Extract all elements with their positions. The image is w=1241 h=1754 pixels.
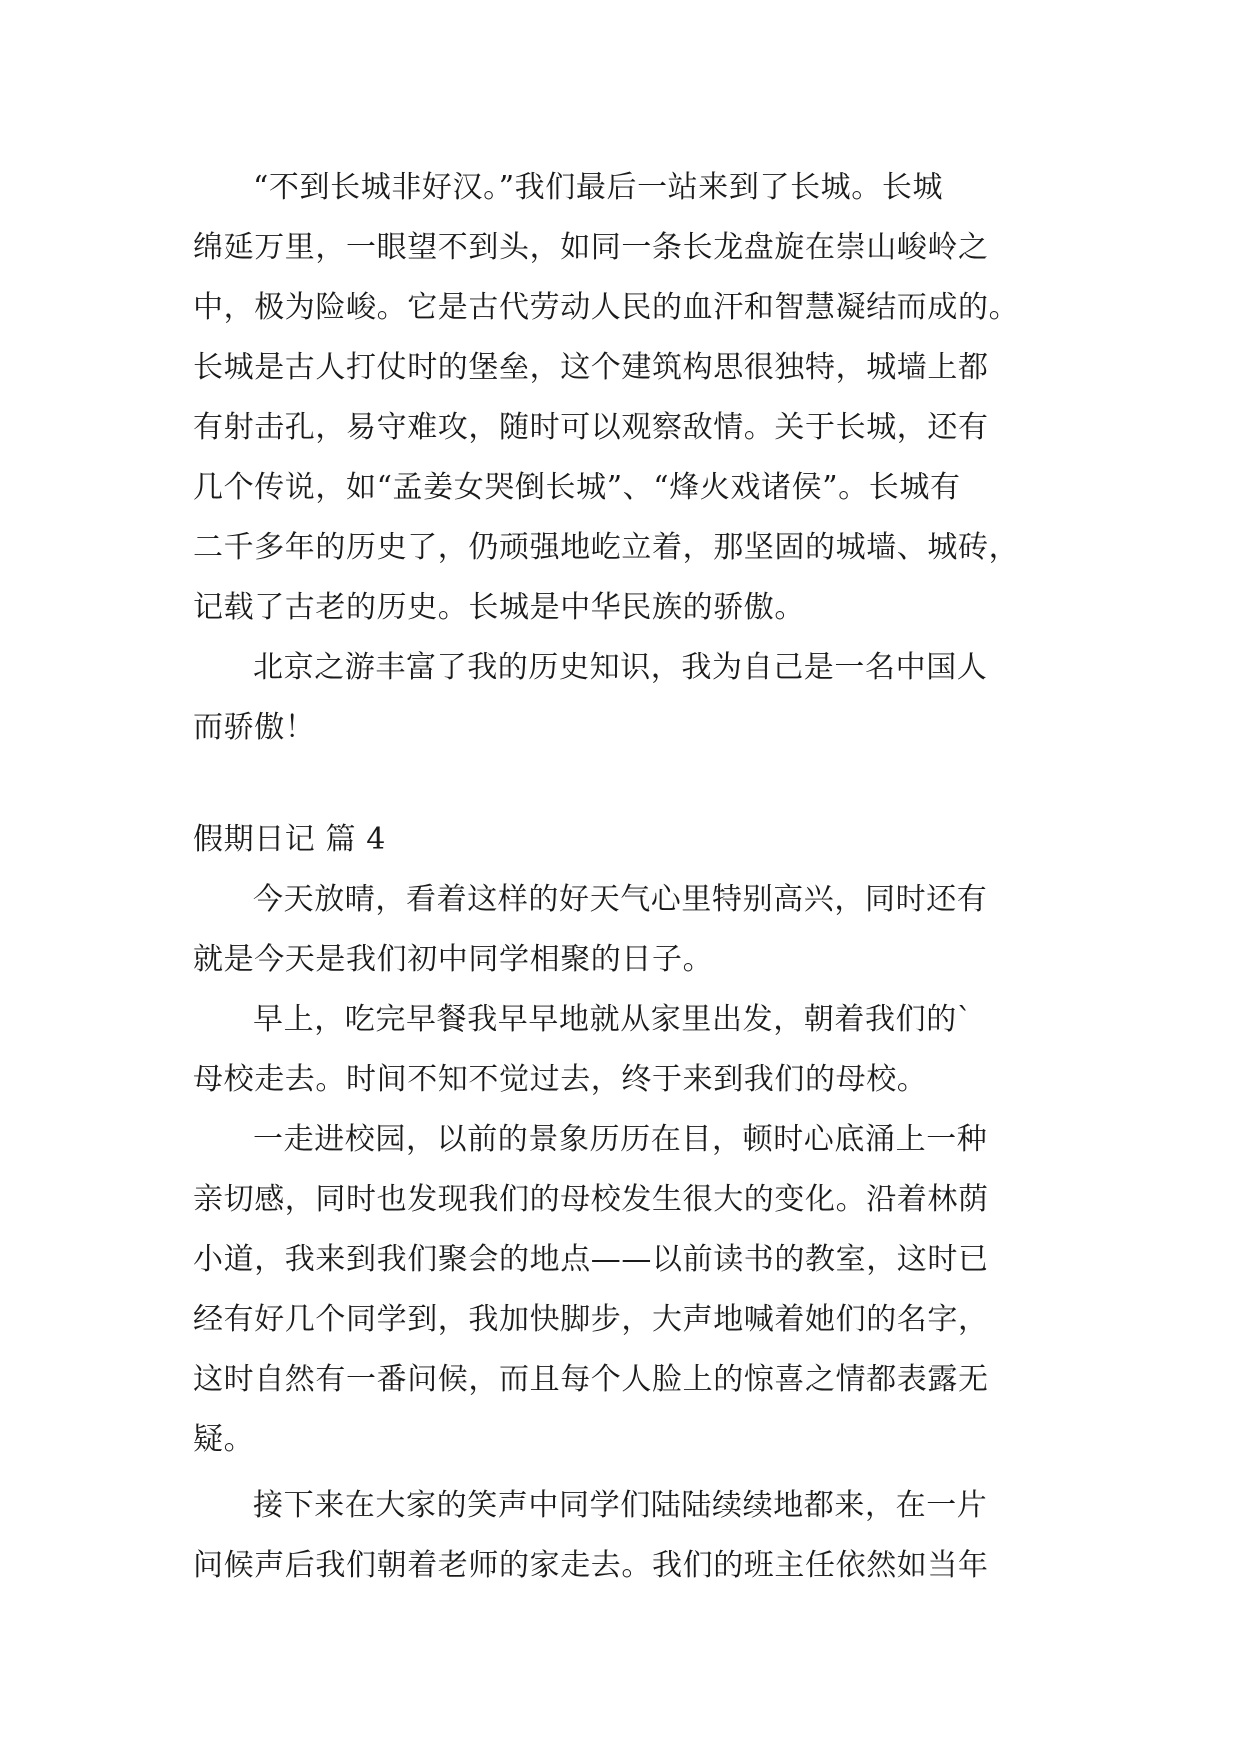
section-heading: 假期日记 篇 4 bbox=[193, 822, 386, 857]
paragraph-line: 中，极为险峻。它是古代劳动人民的血汗和智慧凝结而成的。 bbox=[193, 290, 1020, 325]
paragraph-line: 这时自然有一番问候，而且每个人脸上的惊喜之情都表露无 bbox=[193, 1362, 989, 1397]
paragraph-line: 而骄傲！ bbox=[193, 710, 316, 745]
paragraph-line: 有射击孔，易守难攻，随时可以观察敌情。关于长城，还有 bbox=[193, 410, 989, 445]
paragraph-line: 经有好几个同学到，我加快脚步，大声地喊着她们的名字， bbox=[193, 1302, 989, 1337]
paragraph-line: 记载了古老的历史。长城是中华民族的骄傲。 bbox=[193, 590, 805, 625]
paragraph-line: 就是今天是我们初中同学相聚的日子。 bbox=[193, 942, 714, 977]
paragraph-line: 几个传说，如“孟姜女哭倒长城”、“烽火戏诸侯”。长城有 bbox=[193, 470, 961, 505]
paragraph-line: 亲切感，同时也发现我们的母校发生很大的变化。沿着林荫 bbox=[193, 1182, 989, 1217]
paragraph-line: 绵延万里，一眼望不到头，如同一条长龙盘旋在崇山峻岭之 bbox=[193, 230, 989, 265]
paragraph-line: 今天放晴，看着这样的好天气心里特别高兴，同时还有 bbox=[253, 882, 988, 917]
paragraph-line: 二千多年的历史了，仍顽强地屹立着，那坚固的城墙、城砖， bbox=[193, 530, 1020, 565]
paragraph-line: “不到长城非好汉。”我们最后一站来到了长城。长城 bbox=[253, 170, 944, 205]
paragraph-line: 北京之游丰富了我的历史知识，我为自己是一名中国人 bbox=[253, 650, 988, 685]
paragraph-line: 小道，我来到我们聚会的地点——以前读书的教室，这时已 bbox=[193, 1242, 989, 1277]
paragraph-line: 长城是古人打仗时的堡垒，这个建筑构思很独特，城墙上都 bbox=[193, 350, 989, 385]
paragraph-line: 早上，吃完早餐我早早地就从家里出发，朝着我们的` bbox=[253, 1002, 973, 1037]
paragraph-line: 疑。 bbox=[193, 1422, 255, 1457]
paragraph-line: 问候声后我们朝着老师的家走去。我们的班主任依然如当年 bbox=[193, 1548, 989, 1583]
paragraph-line: 母校走去。时间不知不觉过去，终于来到我们的母校。 bbox=[193, 1062, 928, 1097]
paragraph-line: 一走进校园，以前的景象历历在目，顿时心底涌上一种 bbox=[253, 1122, 988, 1157]
paragraph-line: 接下来在大家的笑声中同学们陆陆续续地都来，在一片 bbox=[253, 1488, 988, 1523]
